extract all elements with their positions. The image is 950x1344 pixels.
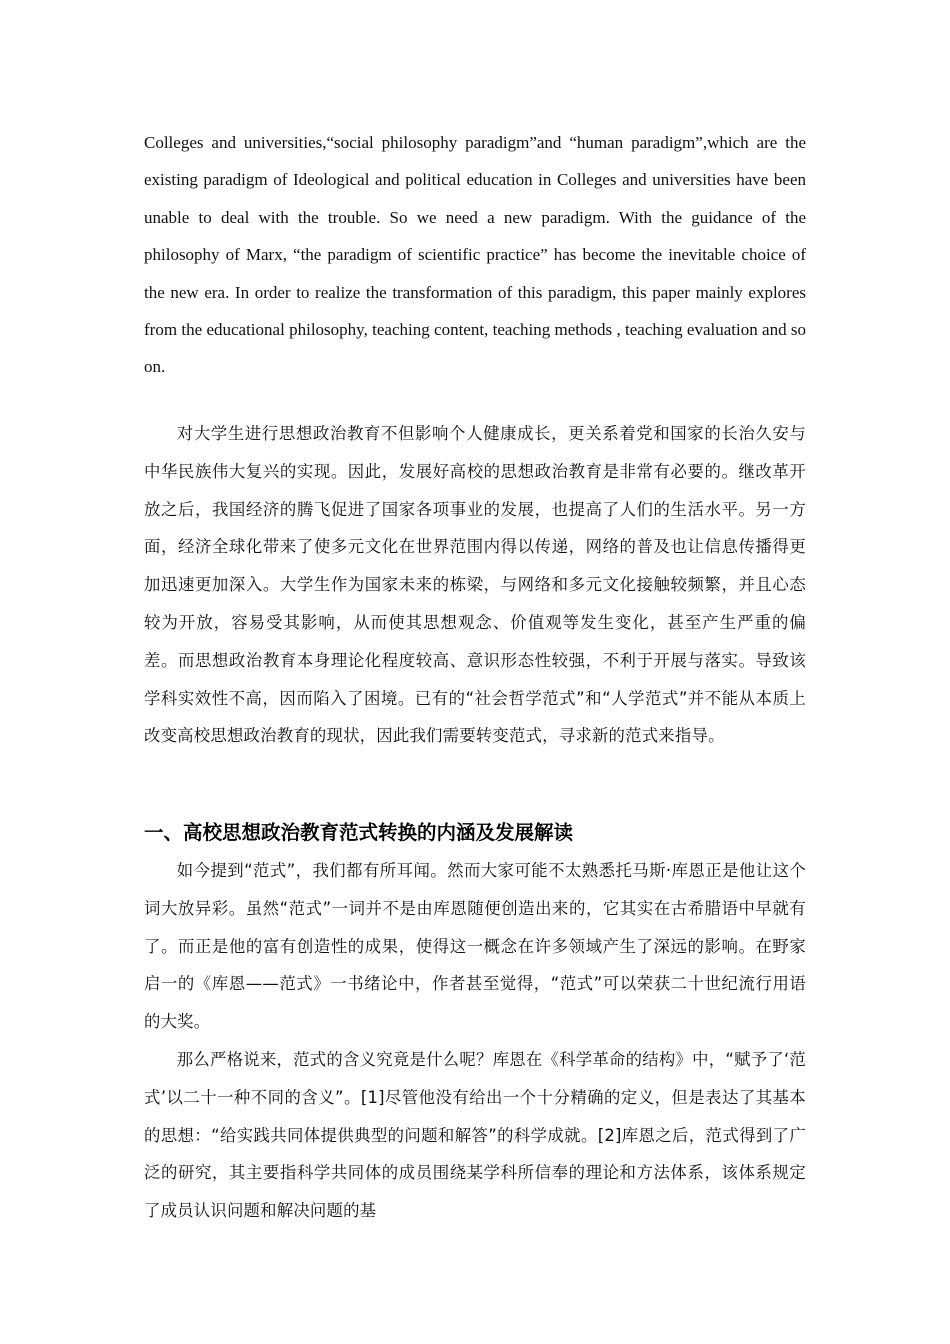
english-abstract-paragraph: Colleges and universities,“social philosophy paradigm”and “human paradigm”,which are the existing paradigm of Ideological and political education in Colleges and universities have been unable to deal with the trouble. So we need a new paradigm. With the guidance of the philosophy of Marx, “the paradigm of scientific practice” has become the inevitable choice of the new era. In order to realize the transformation of this paradigm, this paper mainly explores from the educational philosophy, teaching content, teaching methods , teaching evaluation and so on. [144,133,806,377]
chinese-abstract [144,415,806,755]
section-paragraph-2: 那么严格说来，范式的含义究竟是什么呢？库恩在《科学革命的结构》中，“赋予了‘范式’以二十一种不同的含义”。[1]尽管他没有给出一个十分精确的定义，但是表达了其基本的思想：“给实践共同体提供典型的问题和解答”的科学成就。[2]库恩之后，范式得到了广泛的研究，其主要指科学共同体的成员围绕某学科所信奉的理论和方法体系，该体系规定了成员认识问题和解决问题的基 [144,1049,806,1221]
section-heading: 一、高校思想政治教育范式转换的内涵及发展解读 [144,821,574,844]
chinese-abstract-paragraph: 对大学生进行思想政治教育不但影响个人健康成长，更关系着党和国家的长治久安与中华民族伟大复兴的实现。因此，发展好高校的思想政治教育是非常有必要的。继改革开放之后，我国经济的腾飞促进了国家各项事业的发展，也提高了人们的生活水平。另一方面，经济全球化带来了使多元文化在世界范围内得以传递，网络的普及也让信息传播得更加迅速更加深入。大学生作为国家未来的栋梁，与网络和多元文化接触较频繁，并且心态较为开放，容易受其影响，从而使其思想观念、价值观等发生变化，甚至产生严重的偏差。而思想政治教育本身理论化程度较高、意识形态性较强，不利于开展与落实。导致该学科实效性不高，因而陷入了困境。已有的“社会哲学范式”和“人学范式”并不能从本质上改变高校思想政治教育的现状，因此我们需要转变范式，寻求新的范式来指导。 [144,424,806,746]
section-paragraph-1: 如今提到“范式”，我们都有所耳闻。然而大家可能不太熟悉托马斯·库恩正是他让这个词大放异彩。虽然“范式”一词并不是由库恩随便创造出来的，它其实在古希腊语中早就有了。而正是他的富有创造性的成果，使得这一概念在许多领域产生了深远的影响。在野家启一的《库恩——范式》一书绪论中，作者甚至觉得，“范式”可以荣获二十世纪流行用语的大奖。 [144,861,806,1032]
section-1 [144,818,806,1230]
